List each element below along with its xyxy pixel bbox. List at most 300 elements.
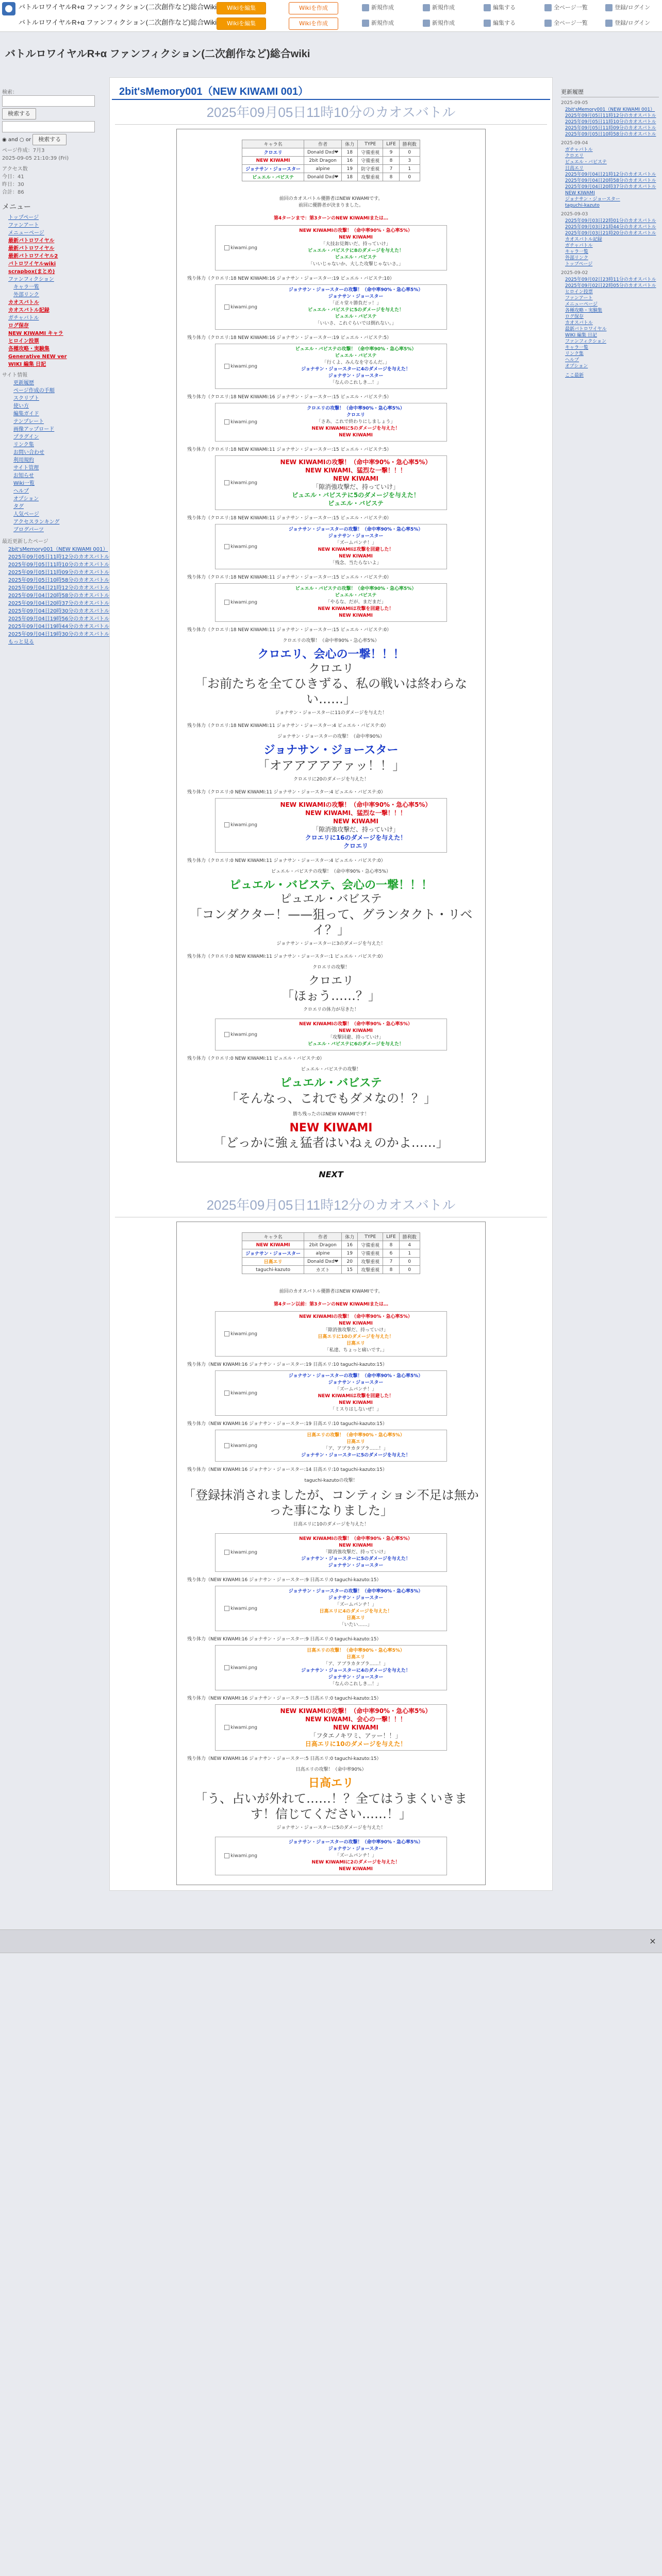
table-row [242,165,420,173]
attack-text [267,1021,444,1048]
recent-item[interactable]: 2025年09月04日20時58分のカオスバトル [8,593,110,599]
tool-item[interactable]: スクリプト [13,396,39,401]
table-header: 勝利数 [399,1233,420,1241]
battle-blocks-2 [183,1311,479,1875]
history-item[interactable]: 2025年09月04日20時58分のカオスバトル [565,178,656,183]
image-icon [224,1391,229,1396]
intro-line: 前回のカオスバトル優勝者はNEW KIWAMIです。 [279,196,383,201]
image-icon [224,480,229,485]
section-title-2: 2025年09月05日11時12分のカオスバトル [115,1193,547,1217]
quote-intro: 日高エリの攻撃！（命中率90%） [295,1767,367,1772]
attack-line: 「なんのこれしき…！」 [330,1682,382,1687]
turn-status: 残り体力（NEW KIWAMI:16 ジョナサン・ジョースター:5 日高エリ:0 taguchi-kazuto:15） [187,1756,382,1761]
attack-line: クロエリの攻撃！（命中率90%・急心率5%） [307,406,405,411]
cell-hp: 19 [342,1249,358,1258]
search-input[interactable] [2,95,95,107]
search-button[interactable]: 検索する [2,108,36,120]
quote-after: クロエリの体力が尽きた！ [303,1007,359,1012]
history-item[interactable]: 2bit'sMemory001（NEW KIWAMI 001） [565,107,655,112]
attack-line: ピュエル・バビステ [335,255,377,260]
table-row [242,173,420,181]
attack-box [215,225,447,270]
top-nav-label: 全ページ一覧 [554,4,588,11]
cell-hp: 20 [342,1258,358,1266]
menu-item[interactable]: scrapbox(まとめ) [8,269,55,275]
top-nav-item[interactable] [422,2,455,14]
attack-line: NEW KIWAMIの攻撃！（命中率90%・急心率5%） [299,1022,412,1027]
attack-line: 「いいさ、これぐらいでは倒れない。」 [315,321,396,326]
top-nav-item[interactable] [483,17,516,29]
character-name[interactable]: ジョナサン・ジョースター [242,1249,304,1258]
table-row [242,148,420,157]
history-item[interactable]: 2025年09月04日20時37分のカオスバトル [565,184,656,190]
attack-line: 「残念、当たらないよ」 [330,561,382,566]
attack-line: 「なんのこれしき…！」 [330,380,382,385]
attack-line: ピュエル・バビステに5のダメージを与えた！ [292,492,420,499]
recent-item[interactable]: 2025年09月04日19時56分のカオスバトル [8,616,110,622]
tool-item[interactable]: お問い合わせ [13,450,44,455]
cell-author: 2bit Dragon [304,157,341,165]
top-nav-item[interactable] [604,2,650,14]
quote-intro: 勝ち残ったのはNEW KIWAMIです！ [293,1111,369,1117]
character-name[interactable]: taguchi-kazuto [242,1266,304,1274]
history-item[interactable]: 最新バトロワイヤル [565,327,607,332]
cell-wins: 1 [399,165,420,173]
top-nav-item[interactable] [543,17,588,29]
history-item[interactable]: 2025年09月03日22時01分のカオスバトル [565,218,656,224]
tool-item[interactable]: 利用規約 [13,457,34,463]
image-alt: kiwami.png [230,822,257,828]
history-item[interactable]: ヘルプ [565,358,580,363]
tool-item[interactable]: ブログパーツ [13,527,44,533]
character-image [218,1665,264,1671]
recent-item[interactable]: 2025年09月04日19時44分のカオスバトル [8,624,110,630]
attack-line: NEW KIWAMI、猛烈な一撃！！！ [305,809,406,817]
search-button-2[interactable]: 検索する [32,134,67,145]
quote-after: クロエリに20のダメージを与えた！ [293,776,369,782]
attack-text [267,527,444,567]
attack-text [267,405,444,439]
attack-line: クロエリ [343,842,368,850]
attack-text [267,1707,444,1748]
top-nav-label: 新規作成 [371,4,394,11]
tool-item[interactable]: オプション [13,496,39,502]
history-date: 2025-09-03 [561,212,588,217]
attack-line: NEW KIWAMIに2のダメージを与えた！ [311,1859,400,1865]
character-name[interactable]: ジョナサン・ジョースター [242,165,304,173]
table-row [242,1258,420,1266]
attack-line: ジョナサン・ジョースター [328,534,384,539]
attack-line: 「やるな、だが、まだまだ」 [325,600,386,605]
recent-heading: 最近更新したページ [2,539,48,545]
attack-line: 「隙消強攻撃だ、持っていけ」 [312,483,399,490]
history-more-link[interactable]: ここ最新 [565,373,584,378]
wiki-title[interactable]: バトルロワイヤルR+α ファンフィクション(二次創作など)総合wiki [5,48,310,60]
attack-line: NEW KIWAMI [339,433,373,438]
tool-item[interactable]: お知らせ [13,473,34,479]
cell-author: 2bit Dragon [304,1241,341,1249]
history-item[interactable]: ジョナサン・ジョースター [565,197,620,202]
attack-line: 「ミスりはしないぜ！」 [330,1407,382,1412]
attack-line: NEW KIWAMI [339,1321,373,1326]
cell-hp: 16 [342,157,358,165]
character-name[interactable]: 日高エリ [242,1258,304,1266]
character-image [218,304,264,310]
character-image [218,1606,264,1612]
tool-item[interactable]: ページ作成の手順 [13,388,55,394]
turn-status: 残り体力（クロエリ:18 NEW KIWAMI:11 ジョナサン・ジョースター:15 ピュエル・バビステ:0） [187,575,392,580]
attack-line: 日高エリ [346,1439,365,1445]
menu-item[interactable]: WIKI 編集 日記 [8,362,46,367]
menu-heading: メニュー [2,203,31,211]
history-item[interactable]: 2025年09月02日23時11分のカオスバトル [565,277,656,282]
history-item[interactable]: ピュエル・バビステ [565,160,607,165]
attack-line: ジョナサン・ジョースターの攻撃！（命中率90%・急心率5%） [288,1839,423,1845]
image-alt: kiwami.png [230,1331,257,1337]
history-item[interactable]: taguchi-kazuto [565,203,600,208]
ad-banner [0,1929,662,1953]
tool-item[interactable]: テンプレート [13,419,44,425]
attack-line: ピュエル・バビステの攻撃！（命中率90%・急心率5%） [295,347,417,352]
image-alt: kiwami.png [230,480,257,486]
attack-box [215,1704,447,1751]
cell-author: Donald Dxd❤ [304,148,341,157]
attack-line: 「いたい……」 [339,1622,372,1628]
history-item[interactable]: カオスバトル記録 [565,237,602,242]
history-item[interactable]: 2025年09月02日22時05分のカオスバトル [565,283,656,289]
menu-item[interactable]: ガチャバトル [8,315,39,321]
recent-item[interactable]: 2025年09月04日20時37分のカオスバトル [8,601,110,606]
history-item[interactable]: 2025年09月03日21時20分のカオスバトル [565,231,656,236]
history-item[interactable]: 2025年09月05日11時10分のカオスバトル [565,120,656,125]
intro-line: 第4ターン以前：第3ターンのNEW KIWAMIまたは… [273,1302,389,1307]
attack-line: NEW KIWAMIの攻撃！（命中率90%・急心率5%） [280,459,432,466]
quote-speaker: クロエリ、会心の一撃！！！ [257,648,405,661]
roster-table-1 [242,140,420,181]
attack-box [215,284,447,330]
battle-log-1 [176,129,486,1162]
menu-item[interactable]: 外部リンク [13,292,39,298]
tool-item[interactable]: プラグイン [13,434,39,440]
attack-line: ジョナサン・ジョースター [328,1596,384,1601]
attack-text [267,1373,444,1413]
tool-item[interactable]: 使い方 [13,403,29,409]
tool-item[interactable]: リンク集 [13,442,34,448]
attack-line: NEW KIWAMI [339,554,373,559]
image-icon [224,1665,229,1670]
quote-text: 「オアアアアアァッ！！」 [257,758,405,773]
attack-line: 「隙消強攻撃だ、持っていけ」 [323,1328,388,1333]
top-nav-label: 編集する [493,4,516,11]
attack-line: 「行くよ、みんなを守るんだ。」 [322,360,390,365]
quote-block [183,964,479,1014]
quote-block [183,1066,479,1106]
attack-line: ジョナサン・ジョースター [328,294,384,299]
table-header: キャラ名 [242,140,304,148]
cell-author: alpine [304,165,341,173]
attack-text [267,1839,444,1873]
character-image [218,600,264,605]
history-date: 2025-09-02 [561,270,588,276]
menu-item[interactable]: 最新バトロワイヤル [8,238,55,244]
image-alt: kiwami.png [230,419,257,425]
history-item[interactable]: リンク集 [565,351,584,357]
and-radio[interactable]: ◉ [2,137,8,143]
right-sidebar [561,88,659,379]
list-icon [544,20,552,27]
site-info-label: サイト情報 [2,372,28,378]
recent-item[interactable]: 2025年09月04日21時12分のカオスバトル [8,585,110,591]
attack-line: 日高エリ [346,1341,365,1346]
recent-item[interactable]: 2025年09月05日11時10分のカオスバトル [8,562,110,568]
cell-wins: 0 [399,1258,420,1266]
image-alt: kiwami.png [230,600,257,605]
quote-text: 「登録抹消されましたが、コンティショシ不足は無かった事になりました」 [183,1488,479,1518]
attack-line: ピュエル・バビステ [328,500,384,507]
attack-line: 日高エリの攻撃！（命中率90%・急心率5%） [307,1648,405,1653]
cell-wins: 0 [399,173,420,181]
quote-intro: ピュエル・バビステの攻撃！ [301,1067,361,1072]
menu-item[interactable]: ログ保存 [8,323,29,329]
cell-life: 7 [383,1258,400,1266]
access-count: アクセス数 [2,166,28,172]
character-image [218,419,264,425]
attack-line: NEW KIWAMI、猛烈な一撃！！！ [305,467,406,474]
character-image [218,1391,264,1396]
attack-line: ジョナサン・ジョースターに4のダメージを与えた！ [301,367,410,372]
cell-hp: 16 [342,1241,358,1249]
character-name[interactable]: ピュエル・バビステ [242,173,304,181]
top-nav-label: 新規作成 [432,20,455,26]
quote-block [183,869,479,947]
image-alt: kiwami.png [230,1391,257,1396]
attack-box [215,455,447,510]
menu-item[interactable]: ファンフィクション [8,277,54,282]
character-name[interactable]: NEW KIWAMI [242,157,304,165]
attack-line: ジョナサン・ジョースター [328,1380,384,1385]
edit-wiki-button-2[interactable]: Wikiを編集 [217,18,266,30]
menu-item[interactable]: キャラ一覧 [13,284,39,290]
more-link[interactable]: もっと見る [8,639,34,645]
quote-name: ピュエル・バビステ [280,893,382,906]
tool-item[interactable]: 人気ページ [13,512,39,517]
menu-item[interactable]: 最新バトロワイヤル [8,246,55,251]
image-icon [224,1443,229,1448]
history-item[interactable]: 2025年09月03日21時44分のカオスバトル [565,225,656,230]
site-logo-icon[interactable] [2,2,15,15]
top-nav-item[interactable] [543,2,588,14]
section-title-1: 2025年09月05日11時10分のカオスバトル [115,100,547,125]
history-item[interactable]: メニューページ [565,302,598,307]
menu-item[interactable]: カオスバトル [8,300,39,306]
tool-item[interactable]: ヘルプ [13,488,29,494]
quote-intro: クロエリの攻撃！（命中率90%・急心率5%） [283,638,379,643]
attack-line: 「攻撃回避、持っていけ」 [327,1035,384,1040]
character-image [218,245,264,251]
top-nav-item[interactable] [483,2,516,14]
attack-line: クロエリ [346,413,365,418]
history-item[interactable]: 2025年09月05日11時12分のカオスバトル [565,113,656,118]
history-item[interactable]: 各種攻略・実験集 [565,308,603,313]
quote-speaker: ジョナサン・ジョースター [263,744,399,757]
cell-type: 守備重視 [358,1241,383,1249]
quote-text: 「ほぉう……？」 [282,989,380,1003]
tool-item[interactable]: アクセスランキング [13,519,60,525]
top-nav-label: 全ページ一覧 [554,20,588,26]
attack-line: ジョナサン・ジョースターに5のダメージを与えた！ [301,1453,410,1458]
site-title[interactable]: バトルロワイヤルR+α ファンフィクション(二次創作など)総合Wiki [19,3,217,11]
attack-line: ジョナサン・ジョースターの攻撃！（命中率90%・急心率5%） [288,1374,423,1379]
character-name[interactable]: クロエリ [242,148,304,157]
history-item[interactable]: ガチャバトル [565,243,593,248]
cell-life: 8 [383,1241,400,1249]
tool-item[interactable]: タグ [13,504,24,510]
history-item[interactable]: トップページ [565,262,593,267]
table-row [242,1241,420,1249]
image-icon [224,1853,229,1858]
attack-line: ピュエル・バビステに6のダメージを与えた！ [308,1042,404,1047]
image-alt: kiwami.png [230,1725,257,1731]
table-header: 作者 [304,140,341,148]
quote-speaker: NEW KIWAMI [289,1121,373,1134]
recent-item[interactable]: 2025年09月05日10時58分のカオスバトル [8,578,110,583]
quote-name: クロエリ [308,974,354,988]
or-radio[interactable]: ○ [19,137,26,143]
image-alt: kiwami.png [230,304,257,310]
attack-text [267,1588,444,1629]
cell-hp: 19 [342,165,358,173]
attack-line: NEW KIWAMIの攻撃！（命中率90%・急心率5%） [299,1314,412,1319]
quote-text: 「う、占いが外れて……！？全てはうまくいきます！信じてください……！」 [195,1791,467,1821]
cell-hp: 15 [342,1266,358,1274]
turn-status: 残り体力（クロエリ:0 NEW KIWAMI:11 ジョナサン・ジョースター:4 ピュエル・バビステ:0） [187,858,386,863]
create-wiki-button[interactable]: Wikiを作成 [289,2,338,14]
recent-item[interactable]: 2025年09月05日11時12分のカオスバトル [8,554,110,560]
table-header: 作者 [304,1233,341,1241]
tool-item[interactable]: 編集ガイド [13,411,39,417]
tool-item[interactable]: Wiki一覧 [13,481,35,486]
next-link[interactable]: NEXT [319,1170,343,1179]
menu-item[interactable]: Generative NEW ver [8,354,67,360]
create-wiki-button-2[interactable]: Wikiを作成 [289,18,338,30]
cell-life: 8 [383,1266,400,1274]
history-item[interactable]: キャラ一覧 [565,345,589,350]
search-input-2[interactable] [2,121,95,132]
tool-item[interactable]: 画像アップロード [13,427,55,432]
menu-item[interactable]: 最新バトロワイヤル2 [8,253,58,259]
menu-item[interactable]: ヒロイン投票 [8,338,39,344]
history-item[interactable]: ファンアート [565,296,593,301]
history-item[interactable]: 2025年09月04日21時12分のカオスバトル [565,172,656,177]
history-item[interactable]: クロエリ [565,154,584,159]
cell-wins: 3 [399,157,420,165]
battle-log-2 [176,1222,486,1885]
menu-list [2,214,103,368]
image-icon [224,364,229,369]
history-item[interactable]: 2025年09月05日10時58分のカオスバトル [565,132,656,137]
cell-type: 防守重視 [358,165,383,173]
page-title: 2bit'sMemory001（NEW KIWAMI 001） [112,78,550,100]
attack-line: ジョナサン・ジョースター [328,1846,384,1852]
history-item[interactable]: ファンフィクション [565,339,606,344]
attack-line: 日高エリ [346,1616,365,1621]
quote-after: ジョナサン・ジョースターに11のダメージを与えた！ [275,710,387,716]
recent-item[interactable]: 2025年09月04日20時30分のカオスバトル [8,608,110,614]
attack-box [215,798,447,853]
attack-line: ジョナサン・ジョースター [328,374,384,379]
menu-item[interactable]: NEW KIWAMI キャラ [8,331,63,336]
recent-item[interactable]: 2025年09月05日11時09分のカオスバトル [8,570,110,575]
attack-line: NEW KIWAMIの攻撃！（命中率90%・急心率5%） [280,801,432,808]
history-item[interactable]: 日高エリ [565,166,584,171]
attack-line: ピュエル・バビステ [335,593,377,598]
recent-item[interactable]: 2bit'sMemory001（NEW KIWAMI 001） [8,547,108,552]
history-item[interactable]: キャラ一覧 [565,249,589,255]
history-item[interactable]: オプション [565,364,588,369]
turn-status: 残り体力（クロエリ:18 NEW KIWAMI:11 ジョナサン・ジョースター:4 ピュエル・バビステ:0） [187,723,389,728]
history-item[interactable]: ログ保存 [565,314,584,319]
character-name[interactable]: NEW KIWAMI [242,1241,304,1249]
access-counts [2,165,103,196]
recent-item[interactable]: 2025年09月04日19時30分のカオスバトル [8,632,110,637]
attack-line: 「ズームパンチ！」 [335,1387,377,1392]
menu-item[interactable]: 各種攻略・実験集 [8,346,49,352]
top-nav-item[interactable] [604,17,650,29]
history-item[interactable]: カオスバトル [565,320,593,326]
history-item[interactable]: ガチャバトル [565,147,593,152]
site-title-2[interactable]: バトルロワイヤルR+α ファンフィクション(二次創作など)総合Wiki [19,19,217,26]
image-icon [224,1331,229,1336]
image-alt: kiwami.png [230,245,257,251]
top-nav-item[interactable] [361,2,394,14]
attack-text [267,1432,444,1459]
cell-wins: 0 [399,148,420,157]
cell-author: カズト [304,1266,341,1274]
menu-item[interactable]: メニューページ [8,230,44,236]
quote-speaker: ピュエル・バビステ、会心の一撃！！！ [229,878,433,892]
image-icon [224,600,229,605]
table-header: TYPE [358,1233,383,1241]
attack-box [215,1019,447,1050]
history-item[interactable]: 外部リンク [565,256,588,261]
edit-wiki-button[interactable]: Wikiを編集 [217,2,266,14]
history-item[interactable]: ヒロイン投票 [565,290,593,295]
attack-box [215,1837,447,1875]
turn-status: 残り体力（クロエリ:18 NEW KIWAMI:11 ジョナサン・ジョースター:15 ピュエル・バビステ:0） [187,516,392,521]
history-item[interactable]: 2025年09月05日11時09分のカオスバトル [565,126,656,131]
attack-line: NEW KIWAMI [333,817,378,825]
attack-line: NEW KIWAMI [339,235,373,240]
menu-item[interactable]: カオスバトル記録 [8,308,49,313]
attack-line: 「いいじゃないか、大した攻撃じゃないさ。」 [308,262,404,267]
attack-line: NEW KIWAMI、会心の一撃！！！ [305,1716,406,1723]
access-count: 合計：86 [2,190,24,195]
turn-status: 残り体力（クロエリ:0 NEW KIWAMI:11 ジョナサン・ジョースター:1 ピュエル・バビステ:0） [187,954,386,959]
quote-intro: クロエリの攻撃！ [312,964,350,970]
cell-hp: 18 [342,148,358,157]
tool-item[interactable]: 更新履歴 [13,380,34,386]
menu-item[interactable]: ファンアート [8,223,39,228]
attack-box [215,1370,447,1416]
attack-box [215,583,447,622]
attack-line: 日高エリの攻撃！（命中率90%・急心率5%） [307,1433,405,1438]
menu-item[interactable]: トップページ [8,215,39,221]
menu-item[interactable]: バトロワイヤルwiki [8,261,56,267]
close-icon[interactable]: × [649,1936,656,1946]
history-item[interactable]: NEW KIWAMI [565,191,595,196]
tool-item[interactable]: サイト管理 [13,465,39,471]
history-item[interactable]: WIKI 編集 日記 [565,333,597,338]
